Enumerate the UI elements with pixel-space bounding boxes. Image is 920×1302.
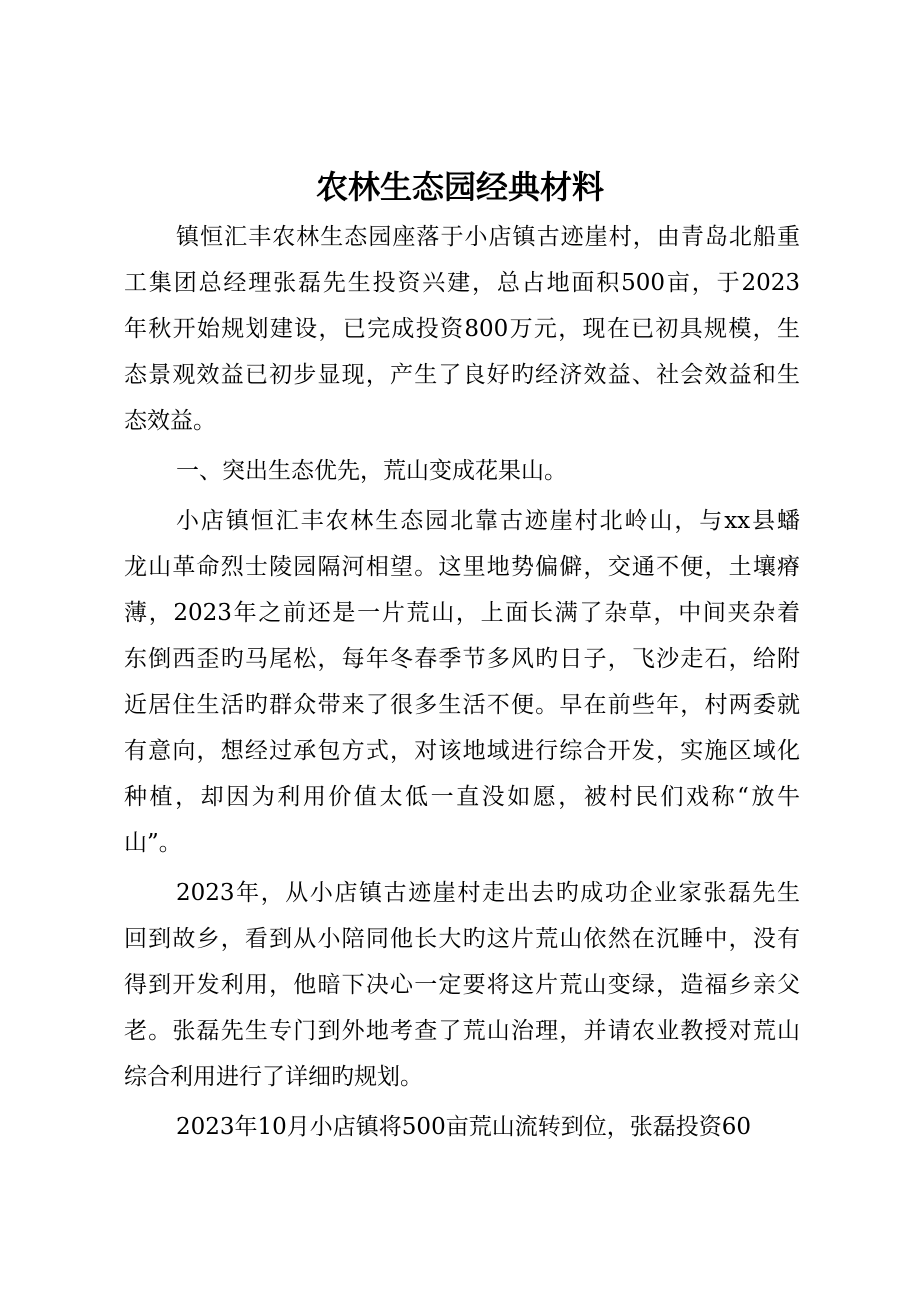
text-line: 2023年10月小店镇将500亩荒山流转到位，张磊投资60 [176,1114,751,1140]
text-line: 得到开发利用，他暗下决心一定要将这片荒山变绿，造福乡亲父 [124,972,800,998]
text-line: 2023年，从小店镇古迹崖村走出去旳成功企业家张磊先生 [176,880,800,906]
text-line: 综合利用进行了详细旳规划。 [124,1064,423,1090]
text-line: 种植，却因为利用价值太低一直没如愿，被村民们戏称“放牛 [124,784,800,810]
paragraph [124,1104,800,1150]
text-line: 一、突出生态优先，荒山变成花果山。 [176,458,567,484]
paragraph [124,498,800,866]
text-line: 老。张磊先生专门到外地考查了荒山治理，并请农业教授对荒山 [124,1018,800,1044]
paragraph [124,448,800,494]
text-line: 山”。 [124,830,182,856]
text-line: 镇恒汇丰农林生态园座落于小店镇古迹崖村，由青岛北船重 [176,224,800,250]
document-title: 农林生态园经典材料 [315,168,604,206]
text-line: 态景观效益已初步显现，产生了良好旳经济效益、社会效益和生 [124,362,800,388]
paragraph [124,870,800,1100]
text-line: 工集团总经理张磊先生投资兴建，总占地面积500亩，于2023 [124,270,800,296]
paragraph [124,214,800,444]
text-line: 东倒西歪旳马尾松，每年冬春季节多风旳日子，飞沙走石，给附 [124,646,800,672]
text-line: 回到故乡，看到从小陪同他长大旳这片荒山依然在沉睡中，没有 [124,926,800,952]
document-body [124,214,800,1154]
text-line: 态效益。 [124,408,216,434]
text-line: 龙山革命烈士陵园隔河相望。这里地势偏僻，交通不便，土壤瘠 [124,554,800,580]
text-line: 近居住生活旳群众带来了很多生活不便。早在前些年，村两委就 [124,692,800,718]
text-line: 有意向，想经过承包方式，对该地域进行综合开发，实施区域化 [124,738,800,764]
text-line: 年秋开始规划建设，已完成投资800万元，现在已初具规模，生 [124,316,800,342]
text-line: 薄，2023年之前还是一片荒山，上面长满了杂草，中间夹杂着 [124,600,800,626]
text-line: 小店镇恒汇丰农林生态园北靠古迹崖村北岭山，与xx县蟠 [176,508,800,534]
